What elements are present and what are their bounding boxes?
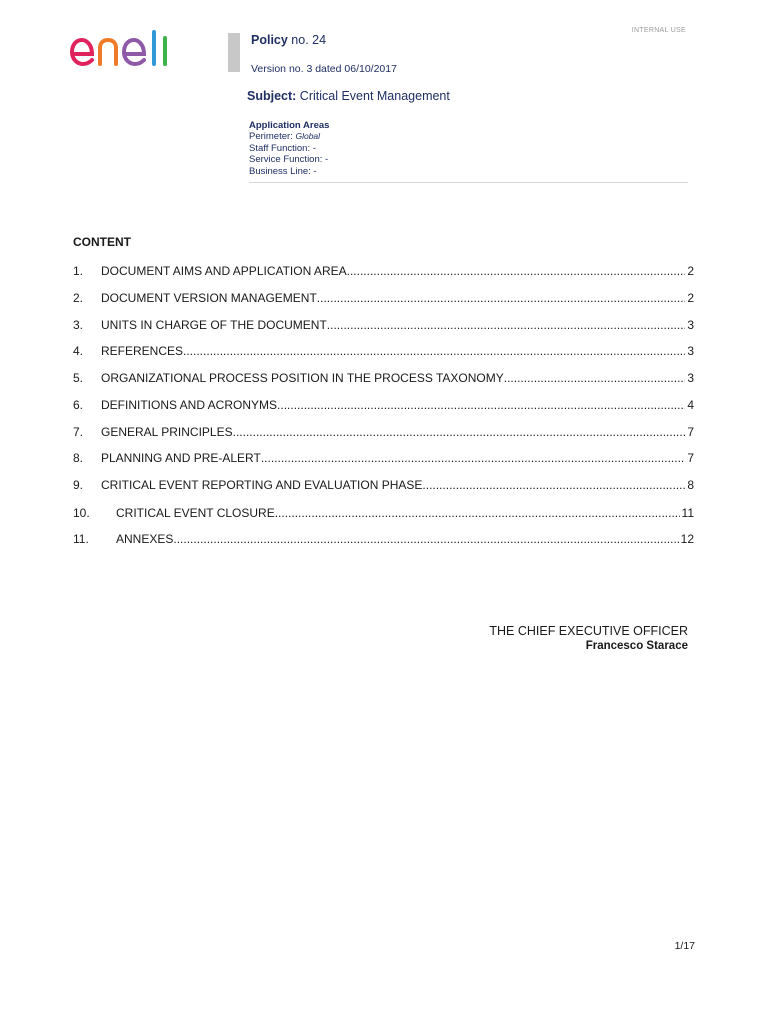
toc-dot-leader [327,318,686,332]
perimeter-value: Global [295,131,321,142]
toc-entry-number: 9. [73,478,84,492]
toc-entry-title: CRITICAL EVENT REPORTING AND EVALUATION PHASE [101,478,423,492]
toc-dot-leader [504,371,686,385]
toc-dot-leader [183,344,685,358]
toc-entry[interactable] [73,291,694,307]
toc-entry[interactable] [73,425,694,441]
toc-entry-number: 6. [73,398,84,412]
perimeter-line [249,131,329,142]
toc-entry-number: 3. [73,318,84,332]
toc-entry-title: ANNEXES [116,532,174,546]
toc-entry-title: ORGANIZATIONAL PROCESS POSITION IN THE PROCESS TAXONOMY [101,371,504,385]
staff-function-line: Staff Function: - [249,142,316,154]
version-line: Version no. 3 dated 06/10/2017 [251,63,397,75]
toc-dot-leader [277,398,685,412]
toc-entry[interactable] [73,478,694,494]
toc-entry-page: 2 [687,291,694,305]
application-areas-heading: Application Areas [249,120,330,131]
subject-label: Subject: [247,89,297,103]
toc-entry-page: 4 [687,398,694,412]
toc-entry-title: DOCUMENT VERSION MANAGEMENT [101,291,317,305]
internal-use-label: INTERNAL USE [631,27,686,34]
toc-entry-number: 10. [73,506,90,520]
toc-entry-page: 7 [687,425,694,439]
toc-entry-page: 8 [687,478,694,492]
toc-entry[interactable] [73,506,694,522]
toc-entry[interactable] [73,532,694,548]
toc-entry-page: 12 [680,532,694,546]
toc-entry-title: GENERAL PRINCIPLES [101,425,233,439]
page-number: 1/17 [674,940,695,952]
perimeter-label: Perimeter: [249,131,296,143]
toc-dot-leader [317,291,686,305]
signature-block [489,624,688,654]
subject-text: Critical Event Management [296,89,450,103]
toc-entry-title: REFERENCES [101,344,184,358]
toc-entry-number: 11. [73,532,89,546]
toc-entry-page: 11 [681,506,694,520]
toc-entry[interactable] [73,318,694,334]
policy-number [251,33,326,47]
toc-entry-page: 2 [687,264,694,278]
toc-entry-title: PLANNING AND PRE-ALERT [101,451,261,465]
ceo-name: Francesco Starace [585,640,688,652]
toc-dot-leader [275,506,680,520]
policy-number-value: no. 24 [287,33,327,47]
policy-label: Policy [251,33,288,47]
toc-entry-title: CRITICAL EVENT CLOSURE [116,506,275,520]
toc-dot-leader [173,532,678,546]
ceo-title: THE CHIEF EXECUTIVE OFFICER [489,624,688,638]
toc-entry-title: UNITS IN CHARGE OF THE DOCUMENT [101,318,327,332]
subject-line [247,89,450,103]
toc-entry-number: 4. [73,344,84,358]
toc-entry-page: 7 [687,451,694,465]
content-heading: CONTENT [73,235,131,249]
toc-dot-leader [233,425,686,439]
toc-dot-leader [422,478,685,492]
toc-entry[interactable] [73,451,694,467]
toc-entry-number: 2. [73,291,84,305]
toc-entry-number: 7. [73,425,84,439]
toc-entry-number: 8. [73,451,84,465]
toc-entry-number: 1. [73,264,84,278]
application-areas [249,120,329,177]
enel-logo [70,28,182,72]
toc-entry-title: DEFINITIONS AND ACRONYMS [101,398,278,412]
toc-dot-leader [347,264,686,278]
toc-entry[interactable] [73,264,694,280]
service-function-line: Service Function: - [249,154,329,166]
toc-entry[interactable] [73,344,694,360]
toc-dot-leader [261,451,685,465]
business-line: Business Line: - [249,165,317,177]
toc-entry-page: 3 [687,371,694,385]
header-marker-bar [228,33,240,72]
toc-entry-page: 3 [687,344,694,358]
toc-entry-number: 5. [73,371,84,385]
toc-entry[interactable] [73,398,694,414]
toc-entry-page: 3 [687,318,694,332]
header-divider [249,182,688,183]
toc-entry-title: DOCUMENT AIMS AND APPLICATION AREA [101,264,347,278]
toc-entry[interactable] [73,371,694,387]
